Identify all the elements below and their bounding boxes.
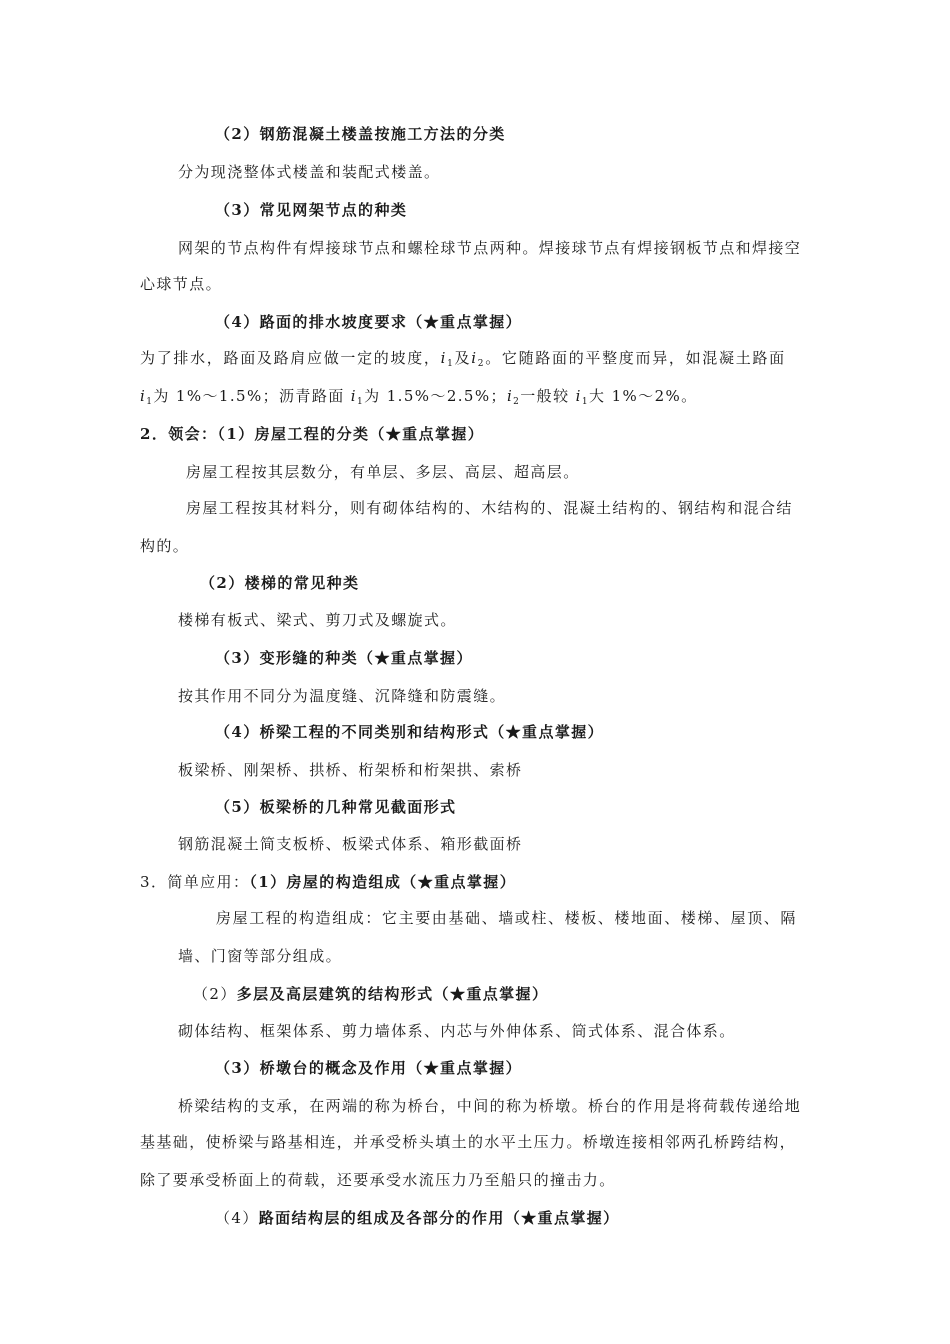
section-heading-application [140,872,516,892]
heading-floor-construction: （2）钢筋混凝土楼盖按施工方法的分类 [215,125,506,143]
math-symbol: $i_1$ [440,349,455,369]
text-run: （2） [193,985,237,1003]
heading-bridge-types: （4）桥梁工程的不同类别和结构形式（★重点掌握） [215,723,605,741]
paragraph-highrise-structure: 砌体结构、框架体系、剪力墙体系、内芯与外伸体系、筒式体系、混合体系。 [178,1022,736,1040]
paragraph-building-by-floors: 房屋工程按其层数分，有单层、多层、高层、超高层。 [186,463,580,481]
paragraph-pier-abutment-2: 基基础，使桥梁与路基相连，并承受桥头填土的水平土压力。桥墩连接相邻两孔桥跨结构， [140,1133,797,1151]
math-symbol: $i_2$ [471,349,486,369]
paragraph-building-composition-2: 墙、门窗等部分组成。 [178,947,343,965]
math-symbol: $i_1$ [575,387,589,407]
paragraph-building-composition-1: 房屋工程的构造组成：它主要由基础、墙或柱、楼板、楼地面、楼梯、屋顶、隔 [216,909,798,927]
math-symbol: $i_1$ [350,387,365,407]
paragraph-building-by-material-2: 构的。 [140,537,190,555]
paragraph-grid-nodes-2: 心球节点。 [140,275,223,293]
heading-stair-types: （2）楼梯的常见种类 [200,574,360,592]
paragraph-pier-abutment-3: 除了要承受桥面上的荷载，还要承受水流压力乃至船只的撞击力。 [140,1171,616,1189]
paragraph-pier-abutment-1: 桥梁结构的支承，在两端的称为桥台，中间的称为桥墩。桥台的作用是将荷载传递给地 [178,1097,802,1115]
heading-slab-bridge-sections: （5）板梁桥的几种常见截面形式 [215,798,457,816]
text-run: 一般较 [520,387,570,405]
heading-deformation-joints: （3）变形缝的种类（★重点掌握） [215,649,473,667]
heading-pier-abutment: （3）桥墩台的概念及作用（★重点掌握） [215,1059,523,1077]
section-heading-comprehension: 2．领会：（1）房屋工程的分类（★重点掌握） [140,425,485,443]
text-run: 为 1.5%～2.5%； [364,387,507,405]
text-run: 大 1%～2%。 [589,387,698,405]
heading-grid-nodes: （3）常见网架节点的种类 [215,201,408,219]
text-run: 路面结构层的组成及各部分的作用（★重点掌握） [258,1209,620,1227]
text-run: （1）房屋的构造组成（★重点掌握） [249,873,517,891]
paragraph-slab-bridge-sections: 钢筋混凝土简支板桥、板梁式体系、箱形截面桥 [178,835,523,853]
text-run: 多层及高层建筑的结构形式（★重点掌握） [236,985,549,1003]
math-symbol: $i_2$ [506,387,521,407]
heading-pavement-layers [215,1208,620,1228]
paragraph-stair-types: 楼梯有板式、梁式、剪刀式及螺旋式。 [178,611,457,629]
text-run: 3．简单应用： [140,873,250,891]
heading-drainage-slope: （4）路面的排水坡度要求（★重点掌握） [215,313,523,331]
text-run: 为了排水，路面及路肩应做一定的坡度， [140,349,441,367]
paragraph-floor-types: 分为现浇整体式楼盖和装配式楼盖。 [178,163,441,181]
paragraph-deformation-joints: 按其作用不同分为温度缝、沉降缝和防震缝。 [178,687,507,705]
heading-highrise-structure [193,984,548,1004]
text-run: 为 1%～1.5%；沥青路面 [153,387,345,405]
paragraph-bridge-types: 板梁桥、刚架桥、拱桥、桁架桥和桁架拱、索桥 [178,761,523,779]
text-run: （4） [215,1209,259,1227]
paragraph-drainage-2 [140,386,698,412]
math-symbol: $i_1$ [140,387,154,407]
paragraph-grid-nodes-1: 网架的节点构件有焊接球节点和螺栓球节点两种。焊接球节点有焊接钢板节点和焊接空 [178,239,802,257]
text-run: 及 [454,349,472,367]
text-run: 。它随路面的平整度而异，如混凝土路面 [485,349,786,367]
paragraph-drainage-1 [140,348,786,374]
paragraph-building-by-material-1: 房屋工程按其材料分，则有砌体结构的、木结构的、混凝土结构的、钢结构和混合结 [186,499,793,517]
